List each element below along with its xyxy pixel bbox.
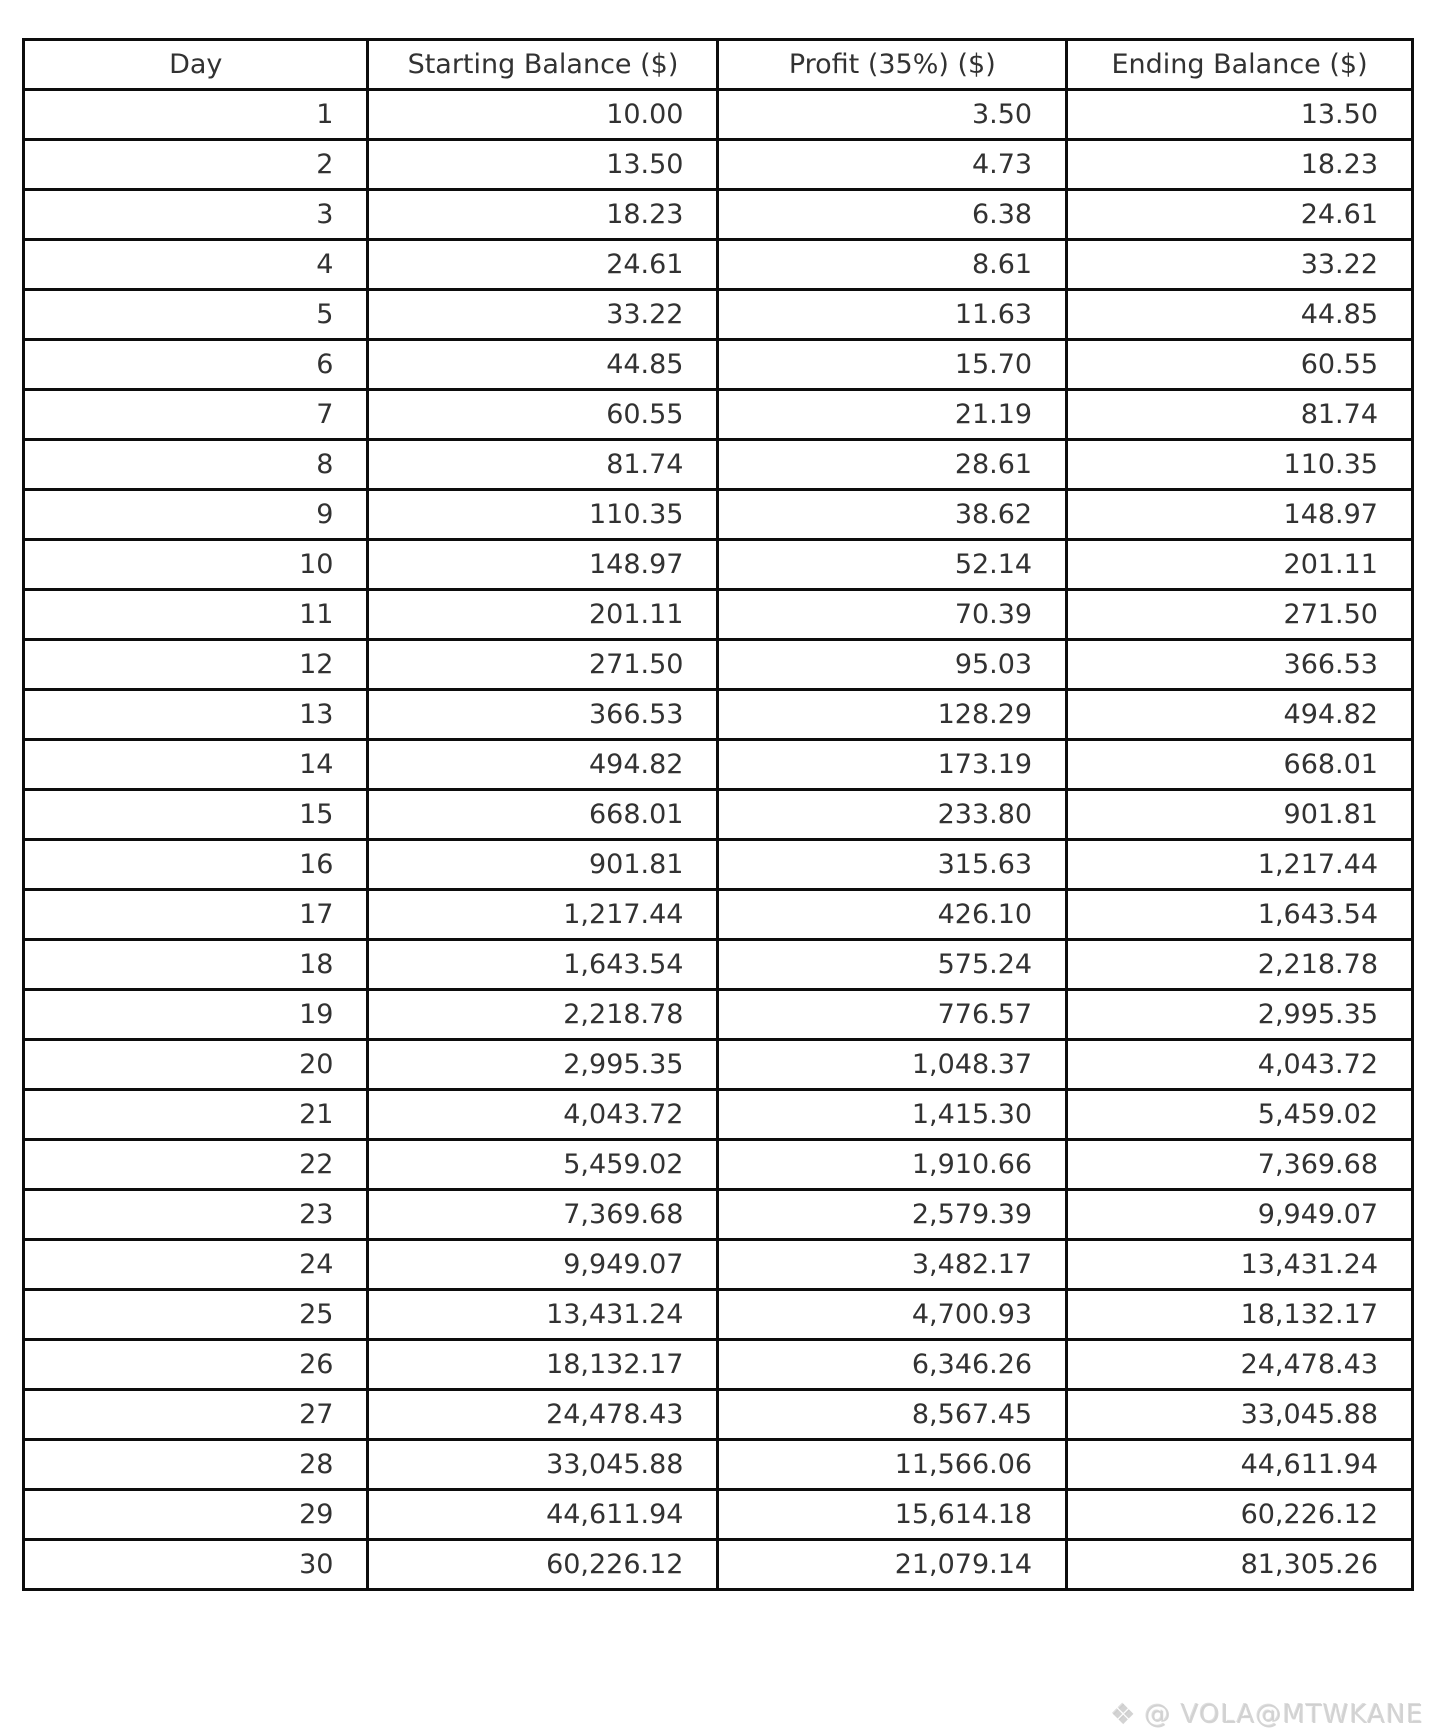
ending-balance-cell: 7,369.68 (1067, 1140, 1413, 1190)
starting-balance-cell: 2,995.35 (368, 1040, 718, 1090)
day-cell: 21 (24, 1090, 368, 1140)
table-row (24, 890, 1413, 940)
day-cell: 18 (24, 940, 368, 990)
profit-cell: 3.50 (718, 90, 1067, 140)
day-cell: 6 (24, 340, 368, 390)
day-cell: 13 (24, 690, 368, 740)
day-cell: 14 (24, 740, 368, 790)
profit-cell: 3,482.17 (718, 1240, 1067, 1290)
table-row (24, 390, 1413, 440)
header-row (24, 40, 1413, 90)
column-header-starting-balance: Starting Balance ($) (368, 40, 718, 90)
profit-cell: 315.63 (718, 840, 1067, 890)
day-cell: 2 (24, 140, 368, 190)
day-cell: 15 (24, 790, 368, 840)
day-cell: 4 (24, 240, 368, 290)
starting-balance-cell: 901.81 (368, 840, 718, 890)
day-cell: 16 (24, 840, 368, 890)
profit-cell: 70.39 (718, 590, 1067, 640)
starting-balance-cell: 1,217.44 (368, 890, 718, 940)
ending-balance-cell: 60,226.12 (1067, 1490, 1413, 1540)
table-row (24, 1140, 1413, 1190)
ending-balance-cell: 2,218.78 (1067, 940, 1413, 990)
compound-growth-table-container (22, 38, 1414, 1591)
day-cell: 8 (24, 440, 368, 490)
starting-balance-cell: 13.50 (368, 140, 718, 190)
table-row (24, 540, 1413, 590)
starting-balance-cell: 366.53 (368, 690, 718, 740)
ending-balance-cell: 44,611.94 (1067, 1440, 1413, 1490)
day-cell: 10 (24, 540, 368, 590)
day-cell: 12 (24, 640, 368, 690)
profit-cell: 233.80 (718, 790, 1067, 840)
profit-cell: 1,048.37 (718, 1040, 1067, 1090)
starting-balance-cell: 18.23 (368, 190, 718, 240)
starting-balance-cell: 9,949.07 (368, 1240, 718, 1290)
starting-balance-cell: 33,045.88 (368, 1440, 718, 1490)
day-cell: 22 (24, 1140, 368, 1190)
ending-balance-cell: 201.11 (1067, 540, 1413, 590)
starting-balance-cell: 668.01 (368, 790, 718, 840)
table-row (24, 640, 1413, 690)
table-row (24, 790, 1413, 840)
profit-cell: 15.70 (718, 340, 1067, 390)
profit-cell: 11.63 (718, 290, 1067, 340)
starting-balance-cell: 5,459.02 (368, 1140, 718, 1190)
table-row (24, 840, 1413, 890)
profit-cell: 2,579.39 (718, 1190, 1067, 1240)
profit-cell: 6.38 (718, 190, 1067, 240)
starting-balance-cell: 81.74 (368, 440, 718, 490)
table-row (24, 940, 1413, 990)
ending-balance-cell: 60.55 (1067, 340, 1413, 390)
starting-balance-cell: 201.11 (368, 590, 718, 640)
ending-balance-cell: 148.97 (1067, 490, 1413, 540)
table-row (24, 440, 1413, 490)
ending-balance-cell: 1,217.44 (1067, 840, 1413, 890)
starting-balance-cell: 33.22 (368, 290, 718, 340)
profit-cell: 173.19 (718, 740, 1067, 790)
table-row (24, 490, 1413, 540)
ending-balance-cell: 1,643.54 (1067, 890, 1413, 940)
profit-cell: 15,614.18 (718, 1490, 1067, 1540)
day-cell: 7 (24, 390, 368, 440)
day-cell: 17 (24, 890, 368, 940)
ending-balance-cell: 33,045.88 (1067, 1390, 1413, 1440)
table-row (24, 240, 1413, 290)
profit-cell: 28.61 (718, 440, 1067, 490)
profit-cell: 575.24 (718, 940, 1067, 990)
starting-balance-cell: 24.61 (368, 240, 718, 290)
column-header-profit: Profit (35%) ($) (718, 40, 1067, 90)
day-cell: 9 (24, 490, 368, 540)
ending-balance-cell: 9,949.07 (1067, 1190, 1413, 1240)
profit-cell: 4,700.93 (718, 1290, 1067, 1340)
table-row (24, 690, 1413, 740)
ending-balance-cell: 271.50 (1067, 590, 1413, 640)
profit-cell: 8.61 (718, 240, 1067, 290)
ending-balance-cell: 24.61 (1067, 190, 1413, 240)
table-row (24, 140, 1413, 190)
ending-balance-cell: 2,995.35 (1067, 990, 1413, 1040)
starting-balance-cell: 148.97 (368, 540, 718, 590)
table-row (24, 990, 1413, 1040)
profit-cell: 128.29 (718, 690, 1067, 740)
starting-balance-cell: 18,132.17 (368, 1340, 718, 1390)
starting-balance-cell: 7,369.68 (368, 1190, 718, 1240)
profit-cell: 21.19 (718, 390, 1067, 440)
ending-balance-cell: 81,305.26 (1067, 1540, 1413, 1590)
ending-balance-cell: 4,043.72 (1067, 1040, 1413, 1090)
column-header-day: Day (24, 40, 368, 90)
ending-balance-cell: 5,459.02 (1067, 1090, 1413, 1140)
table-row (24, 90, 1413, 140)
day-cell: 1 (24, 90, 368, 140)
watermark (1111, 1698, 1424, 1732)
profit-cell: 426.10 (718, 890, 1067, 940)
day-cell: 27 (24, 1390, 368, 1440)
ending-balance-cell: 668.01 (1067, 740, 1413, 790)
starting-balance-cell: 60.55 (368, 390, 718, 440)
starting-balance-cell: 1,643.54 (368, 940, 718, 990)
day-cell: 3 (24, 190, 368, 240)
table-row (24, 1490, 1413, 1540)
profit-cell: 11,566.06 (718, 1440, 1067, 1490)
table-row (24, 1090, 1413, 1140)
starting-balance-cell: 4,043.72 (368, 1090, 718, 1140)
profit-cell: 52.14 (718, 540, 1067, 590)
day-cell: 26 (24, 1340, 368, 1390)
starting-balance-cell: 60,226.12 (368, 1540, 718, 1590)
profit-cell: 776.57 (718, 990, 1067, 1040)
starting-balance-cell: 24,478.43 (368, 1390, 718, 1440)
table-row (24, 340, 1413, 390)
column-header-ending-balance: Ending Balance ($) (1067, 40, 1413, 90)
ending-balance-cell: 33.22 (1067, 240, 1413, 290)
profit-cell: 95.03 (718, 640, 1067, 690)
starting-balance-cell: 44,611.94 (368, 1490, 718, 1540)
day-cell: 19 (24, 990, 368, 1040)
profit-cell: 8,567.45 (718, 1390, 1067, 1440)
ending-balance-cell: 13.50 (1067, 90, 1413, 140)
table-body (24, 90, 1413, 1590)
compound-growth-table (22, 38, 1414, 1591)
ending-balance-cell: 24,478.43 (1067, 1340, 1413, 1390)
starting-balance-cell: 13,431.24 (368, 1290, 718, 1340)
table-row (24, 290, 1413, 340)
day-cell: 24 (24, 1240, 368, 1290)
table-row (24, 1040, 1413, 1090)
ending-balance-cell: 18.23 (1067, 140, 1413, 190)
ending-balance-cell: 18,132.17 (1067, 1290, 1413, 1340)
starting-balance-cell: 44.85 (368, 340, 718, 390)
ending-balance-cell: 44.85 (1067, 290, 1413, 340)
ending-balance-cell: 81.74 (1067, 390, 1413, 440)
day-cell: 30 (24, 1540, 368, 1590)
ending-balance-cell: 13,431.24 (1067, 1240, 1413, 1290)
starting-balance-cell: 110.35 (368, 490, 718, 540)
starting-balance-cell: 2,218.78 (368, 990, 718, 1040)
day-cell: 25 (24, 1290, 368, 1340)
profit-cell: 21,079.14 (718, 1540, 1067, 1590)
profit-cell: 1,910.66 (718, 1140, 1067, 1190)
table-row (24, 1340, 1413, 1390)
ending-balance-cell: 110.35 (1067, 440, 1413, 490)
table-row (24, 740, 1413, 790)
table-row (24, 1290, 1413, 1340)
profit-cell: 4.73 (718, 140, 1067, 190)
watermark-text: @ VOLA@MTWKANE (1144, 1700, 1424, 1730)
table-row (24, 1390, 1413, 1440)
table-row (24, 190, 1413, 240)
day-cell: 20 (24, 1040, 368, 1090)
day-cell: 23 (24, 1190, 368, 1240)
table-row (24, 1440, 1413, 1490)
day-cell: 29 (24, 1490, 368, 1540)
day-cell: 5 (24, 290, 368, 340)
ending-balance-cell: 901.81 (1067, 790, 1413, 840)
table-row (24, 1540, 1413, 1590)
table-row (24, 1240, 1413, 1290)
starting-balance-cell: 10.00 (368, 90, 718, 140)
ending-balance-cell: 366.53 (1067, 640, 1413, 690)
starting-balance-cell: 494.82 (368, 740, 718, 790)
table-row (24, 1190, 1413, 1240)
profit-cell: 6,346.26 (718, 1340, 1067, 1390)
day-cell: 28 (24, 1440, 368, 1490)
starting-balance-cell: 271.50 (368, 640, 718, 690)
table-row (24, 590, 1413, 640)
profit-cell: 1,415.30 (718, 1090, 1067, 1140)
diamond-logo-icon: ❖ (1110, 1698, 1137, 1731)
day-cell: 11 (24, 590, 368, 640)
ending-balance-cell: 494.82 (1067, 690, 1413, 740)
profit-cell: 38.62 (718, 490, 1067, 540)
